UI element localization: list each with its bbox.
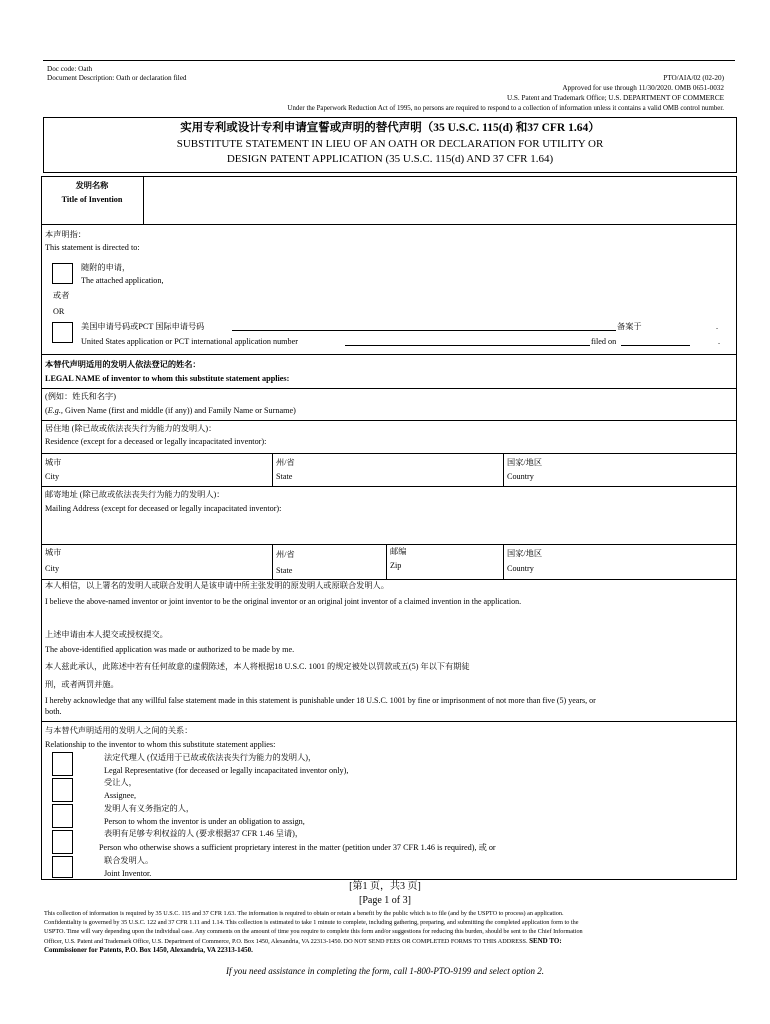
omb-approval: Approved for use through 11/30/2020. OMB 0651-0032 bbox=[562, 84, 724, 92]
filed-on-field[interactable] bbox=[621, 345, 690, 346]
filed-on-label: filed on bbox=[591, 337, 617, 346]
burden-line-3: USPTO. Time will vary depending upon the individual case. Any comments on the amount of time you require to complete this form and/or suggestions for reducing this burden, should be sent to the Chief Information bbox=[44, 928, 583, 936]
made-en: The above-identified application was made or authorized to be made by me. bbox=[45, 645, 295, 654]
divider bbox=[41, 721, 737, 722]
assistance-line: If you need assistance in completing the form, call 1-800-PTO-9199 and select option 2. bbox=[225, 966, 545, 976]
opt5-cn: 联合发明人。 bbox=[104, 856, 154, 865]
relationship-cn: 与本替代声明适用的发明人之间的关系： bbox=[45, 726, 193, 735]
burden-line-4 bbox=[44, 937, 734, 946]
paperwork-notice: Under the Paperwork Reduction Act of 1995, no persons are required to respond to a collection of information unless it contains a valid OMB control number. bbox=[287, 105, 724, 112]
ack-en-2: both. bbox=[45, 707, 62, 716]
mailing-divider-3 bbox=[503, 544, 504, 579]
mailing-city-cn: 城市 bbox=[45, 548, 62, 557]
made-cn: 上述申请由本人提交或授权提交。 bbox=[45, 630, 168, 639]
burden-line-1: This collection of information is required by 35 U.S.C. 115 and 37 CFR 1.63. The information is required to obtain or retain a benefit by the public which is to file (and by the USPTO to process) an application. bbox=[44, 910, 564, 917]
title-cn: 实用专利或设计专利申请宣誓或声明的替代声明（35 U.S.C. 115(d) 和37 CFR 1.64） bbox=[180, 122, 600, 134]
application-number-field[interactable] bbox=[345, 345, 590, 346]
mailing-country-en: Country bbox=[507, 564, 534, 573]
divider bbox=[41, 354, 737, 355]
attached-application-checkbox[interactable] bbox=[52, 263, 73, 284]
burden-line-5 bbox=[44, 946, 734, 955]
residence-divider-2 bbox=[503, 453, 504, 486]
directed-en: This statement is directed to: bbox=[45, 243, 140, 252]
form-id: PTO/AIA/02 (02-20) bbox=[663, 74, 724, 82]
opt2-en: Assignee, bbox=[104, 791, 137, 800]
belief-cn: 本人相信，以上署名的发明人或联合发明人是该申请中所主张发明的原发明人或原联合发明人。 bbox=[45, 581, 389, 590]
divider bbox=[41, 453, 737, 454]
appno-cn-label: 美国申请号码或PCT 国际申请号码 bbox=[81, 322, 205, 331]
page-number-cn: [第1 页，共3 页] bbox=[349, 881, 421, 892]
eg-rest: Given Name (first and middle (if any)) and Family Name or Surname) bbox=[62, 406, 296, 415]
appno-en-label: United States application or PCT international application number bbox=[81, 337, 298, 346]
mailing-divider-2 bbox=[386, 544, 387, 579]
mailing-state-en: State bbox=[276, 566, 293, 575]
residence-city-en: City bbox=[45, 472, 60, 481]
mailing-en: Mailing Address (except for deceased or legally incapacitated inventor): bbox=[45, 504, 282, 513]
legal-name-eg-cn: (例如：姓氏和名字) bbox=[45, 392, 116, 401]
belief-en: I believe the above-named inventor or joint inventor to be the original inventor or an original joint inventor of a claimed invention in the application. bbox=[45, 597, 522, 606]
residence-country-en: Country bbox=[507, 472, 534, 481]
opt4-en: Person who otherwise shows a sufficient proprietary interest in the matter (petition under 37 CFR 1.46 is required), 或 or bbox=[99, 843, 496, 852]
divider bbox=[41, 388, 737, 389]
appno-cn-suffix: 备案于 bbox=[617, 322, 642, 331]
burden-line-2: Confidentiality is governed by 35 U.S.C. 122 and 37 CFR 1.11 and 1.14. This collection is estimated to take 1 minute to complete, including gathering, preparing, and submitting the completed application form to the bbox=[44, 919, 579, 927]
residence-city-cn: 城市 bbox=[45, 458, 62, 467]
or-en: OR bbox=[53, 307, 65, 316]
mailing-divider-1 bbox=[272, 544, 273, 579]
mailing-zip-en: Zip bbox=[390, 561, 402, 570]
ack-cn-2: 刑，或者两罚并施。 bbox=[45, 680, 119, 689]
mailing-country-cn: 国家/地区 bbox=[507, 549, 543, 558]
invention-title-field[interactable] bbox=[146, 178, 734, 222]
legal-representative-checkbox[interactable] bbox=[52, 752, 73, 776]
opt3-cn: 发明人有义务指定的人， bbox=[104, 804, 195, 813]
proprietary-interest-checkbox[interactable] bbox=[52, 830, 73, 854]
residence-state-cn: 州/省 bbox=[276, 458, 295, 467]
divider bbox=[41, 224, 737, 225]
ack-en-1: I hereby acknowledge that any willful false statement made in this statement is punishable under 18 U.S.C. 1001 by fine or imprisonment of not more than five (5) years, or bbox=[45, 696, 596, 705]
residence-state-en: State bbox=[276, 472, 293, 481]
opt3-en: Person to whom the inventor is under an obligation to assign, bbox=[104, 817, 305, 826]
residence-cn: 居住地 (除已故或依法丧失行为能力的发明人)： bbox=[45, 424, 217, 433]
divider bbox=[41, 486, 737, 487]
doc-code: Doc code: Oath bbox=[47, 65, 93, 73]
mailing-address-field[interactable] bbox=[43, 516, 735, 542]
invention-label-en: Title of Invention bbox=[61, 195, 123, 204]
mailing-zip-cn: 邮编 bbox=[390, 547, 407, 556]
invention-label-cn: 发明名称 bbox=[75, 181, 109, 190]
agency-line: U.S. Patent and Trademark Office; U.S. DEPARTMENT OF COMMERCE bbox=[506, 94, 724, 102]
opt2-cn: 受让人， bbox=[104, 778, 137, 787]
legal-name-en: LEGAL NAME of inventor to whom this substitute statement applies: bbox=[45, 374, 290, 383]
assignee-checkbox[interactable] bbox=[52, 778, 73, 802]
opt1-cn: 法定代理人 (仅适用于已故或依法丧失行为能力的发明人)， bbox=[104, 753, 317, 762]
joint-inventor-checkbox[interactable] bbox=[52, 856, 73, 878]
legal-name-cn: 本替代声明适用的发明人依法登记的姓名： bbox=[45, 360, 201, 369]
opt4-cn: 表明有足够专利权益的人 (要求根据37 CFR 1.46 呈请)， bbox=[104, 829, 304, 838]
appno-cn-field[interactable] bbox=[232, 330, 616, 331]
burden-line-4-text: Officer, U.S. Patent and Trademark Office, U.S. Department of Commerce, P.O. Box 1450, Alexandria, VA 22313-1450. DO NOT SEND FEES OR COMPLETED FORMS TO THIS ADDRESS. bbox=[44, 937, 528, 945]
title-en-line1: SUBSTITUTE STATEMENT IN LIEU OF AN OATH OR DECLARATION FOR UTILITY OR bbox=[176, 138, 604, 150]
opt5-en: Joint Inventor. bbox=[104, 869, 152, 878]
relationship-en: Relationship to the inventor to whom this substitute statement applies: bbox=[45, 740, 276, 749]
divider bbox=[41, 544, 737, 545]
eg-italic: E.g., bbox=[47, 406, 63, 415]
residence-divider-1 bbox=[272, 453, 273, 486]
appno-en-period: . bbox=[718, 337, 721, 346]
commissioner-address: Commissioner for Patents, P.O. Box 1450, Alexandria, VA 22313-1450. bbox=[44, 945, 253, 954]
attached-en: The attached application, bbox=[81, 276, 164, 285]
divider bbox=[41, 420, 737, 421]
appno-cn-period: . bbox=[716, 322, 719, 331]
mailing-cn: 邮寄地址 (除已故或依法丧失行为能力的发明人)： bbox=[45, 490, 225, 499]
title-en-line2: DESIGN PATENT APPLICATION (35 U.S.C. 115(d) AND 37 CFR 1.64) bbox=[226, 153, 554, 165]
legal-name-eg-en: (E.g., Given Name (first and middle (if any)) and Family Name or Surname) bbox=[45, 406, 296, 415]
divider bbox=[41, 579, 737, 580]
doc-description: Document Description: Oath or declaration filed bbox=[47, 74, 187, 82]
top-rule bbox=[43, 60, 735, 61]
mailing-city-en: City bbox=[45, 564, 60, 573]
opt1-en: Legal Representative (for deceased or legally incapacitated inventor only), bbox=[104, 766, 349, 775]
mailing-state-cn: 州/省 bbox=[276, 550, 295, 559]
or-cn: 或者 bbox=[53, 291, 70, 300]
ack-cn-1: 本人兹此承认，此陈述中若有任何故意的虚假陈述，本人将根据18 U.S.C. 1001 的规定被处以罚款或五(5) 年以下有期徒 bbox=[45, 662, 470, 671]
directed-cn: 本声明指： bbox=[45, 230, 86, 239]
application-number-checkbox[interactable] bbox=[52, 322, 73, 343]
attached-cn: 随附的申请， bbox=[81, 263, 131, 272]
page-number-en: [Page 1 of 3] bbox=[359, 895, 411, 906]
residence-country-cn: 国家/地区 bbox=[507, 458, 543, 467]
residence-en: Residence (except for a deceased or legally incapacitated inventor): bbox=[45, 437, 267, 446]
burden-statement bbox=[44, 909, 734, 955]
send-to: SEND TO: bbox=[529, 936, 562, 945]
invention-divider bbox=[143, 176, 144, 224]
obligated-person-checkbox[interactable] bbox=[52, 804, 73, 828]
